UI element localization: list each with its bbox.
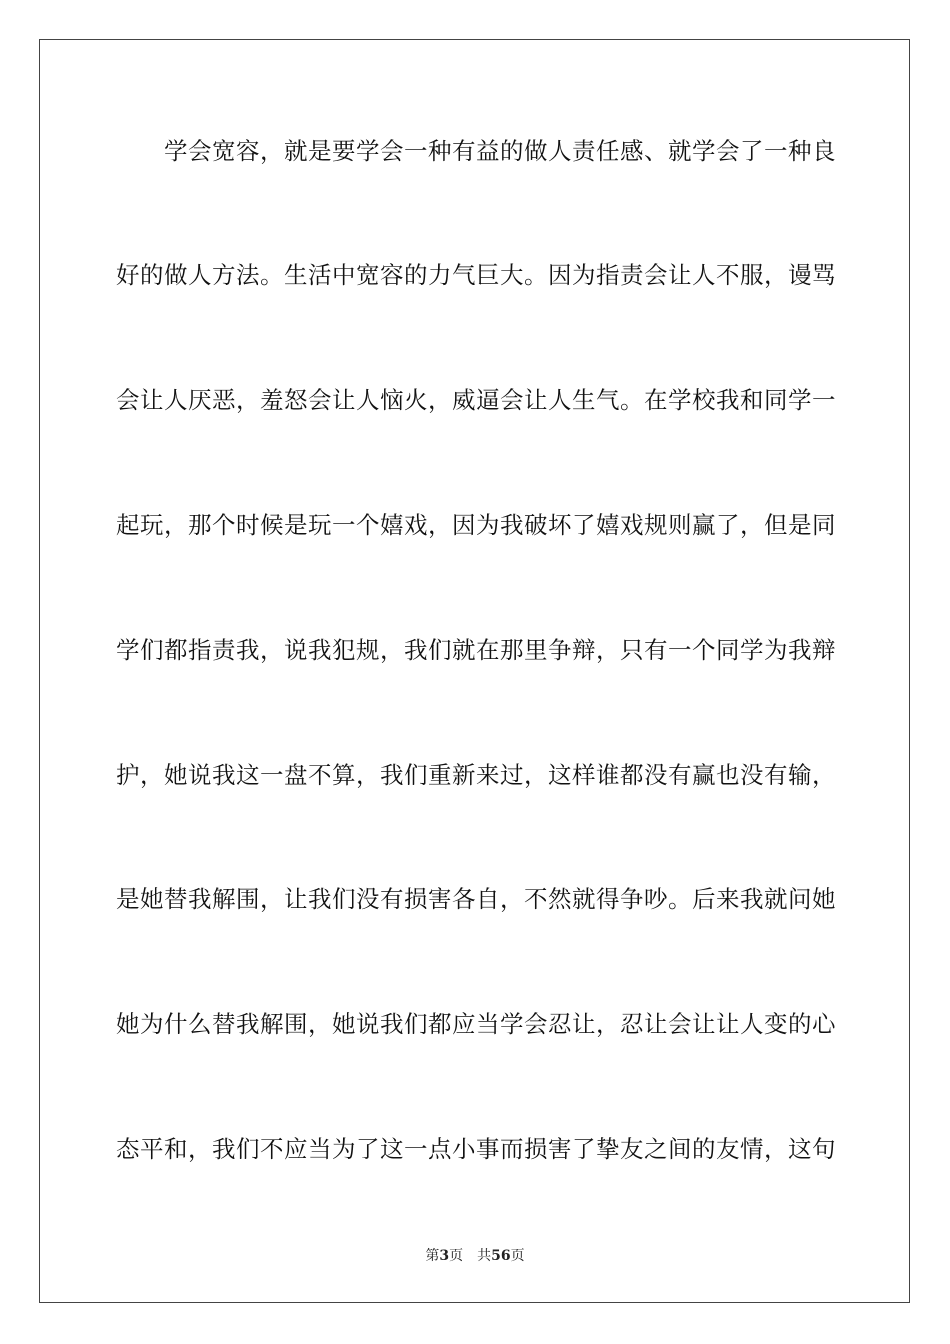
page-footer (0, 1247, 950, 1265)
body-text-line-5: 学们都指责我，说我犯规，我们就在那里争辩，只有一个同学为我辩 (116, 636, 836, 664)
total-label-prefix: 共 (477, 1248, 492, 1264)
body-text-line-3: 会让人厌恶，羞怒会让人恼火，威逼会让人生气。在学校我和同学一 (116, 386, 836, 414)
body-text-line-1: 学会宽容，就是要学会一种有益的做人责任感、就学会了一种良 (164, 137, 836, 165)
total-label-suffix: 页 (510, 1248, 525, 1264)
body-text-line-9: 态平和，我们不应当为了这一点小事而损害了挚友之间的友情，这句 (116, 1135, 836, 1163)
page-label-suffix: 页 (449, 1248, 464, 1264)
total-pages: 56 (491, 1248, 511, 1264)
body-text-line-7: 是她替我解围，让我们没有损害各自，不然就得争吵。后来我就问她 (116, 885, 836, 913)
body-text-line-8: 她为什么替我解围，她说我们都应当学会忍让，忍让会让让人变的心 (116, 1010, 836, 1038)
page-number: 3 (439, 1248, 450, 1264)
page-border (39, 39, 910, 1303)
page-label-prefix: 第 (425, 1248, 440, 1264)
body-text-line-6: 护，她说我这一盘不算，我们重新来过，这样谁都没有赢也没有输， (116, 761, 836, 789)
body-text-line-4: 起玩，那个时候是玩一个嬉戏，因为我破坏了嬉戏规则赢了，但是同 (116, 511, 836, 539)
body-text-line-2: 好的做人方法。生活中宽容的力气巨大。因为指责会让人不服，谩骂 (116, 261, 836, 289)
